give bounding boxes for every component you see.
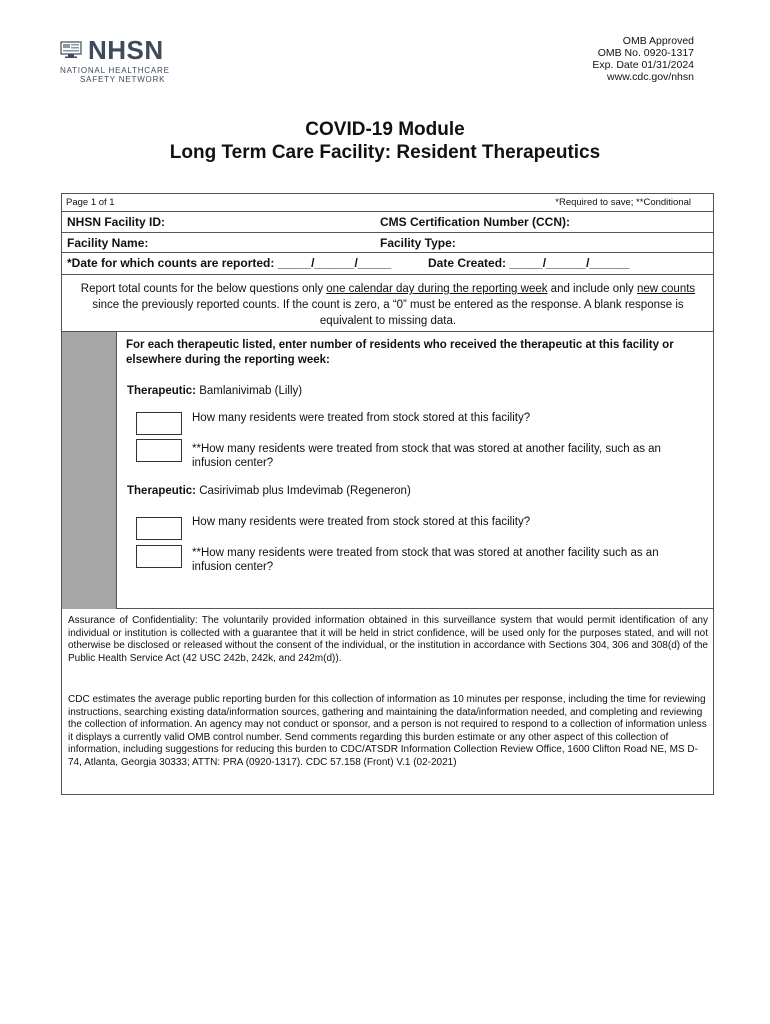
therapeutics-lead: For each therapeutic listed, enter number of residents who received the therapeutic at this facility or elsewhere during the reporting week:	[126, 339, 674, 366]
instructions-underline-2: new counts	[637, 283, 696, 295]
facility-name-row	[62, 233, 713, 253]
page-subtitle: Long Term Care Facility: Resident Therapeutics	[169, 142, 601, 163]
therapeutic-2-question-2: **How many residents were treated from stock that was stored at another facility such as an infusion center?	[192, 547, 659, 573]
form-table	[61, 193, 714, 795]
omb-number: OMB No. 0920-1317	[597, 47, 694, 59]
omb-info	[592, 35, 694, 83]
therapeutic-2-this-facility-input[interactable]	[136, 517, 182, 540]
instructions-row	[62, 275, 713, 332]
therapeutic-2-heading: Therapeutic: Casirivimab plus Imdevimab (Regeneron)	[127, 485, 411, 497]
facility-type-field[interactable]: Facility Type:	[380, 236, 456, 250]
instructions-underline-1: one calendar day during the reporting week	[326, 283, 548, 295]
facility-id-row	[62, 212, 713, 233]
date-row	[62, 253, 713, 275]
date-reported-field[interactable]: *Date for which counts are reported: _____/______/_____	[67, 256, 392, 270]
therapeutic-1-this-facility-input[interactable]	[136, 412, 182, 435]
therapeutic-2-name: Casirivimab plus Imdevimab (Regeneron)	[199, 485, 411, 497]
form-header-row	[62, 194, 713, 212]
therapeutic-1-question-2: **How many residents were treated from stock that was stored at another facility, such as an infusion center?	[192, 443, 661, 469]
computer-monitor-icon	[60, 41, 82, 59]
therapeutic-2-question-1: How many residents were treated from stock stored at this facility?	[192, 516, 531, 528]
therapeutic-1-question-1: How many residents were treated from stock stored at this facility?	[192, 412, 531, 424]
nhsn-logo	[58, 35, 198, 84]
burden-statement: CDC estimates the average public reporting burden for this collection of information as 10 minutes per response, including the time for reviewing instructions, searching existing data/information sources, gathering and maintaining the data/information needed, and completing and reviewing the collection of information. An agency may not conduct or sponsor, and a person is not required to respond to a collection of information unless it displays a currently valid OMB control number. Send comments regarding this burden estimate or any other aspect of this collection of information, including suggestions for reducing this burden to CDC/ATSDR Information Collection Review Office, 1600 Clifton Road NE, MS D-74, Atlanta, Georgia 30333; ATTN: PRA (0920-1317). CDC 57.158 (Front) V.1 (02-2021)	[68, 694, 707, 768]
facility-name-field[interactable]: Facility Name:	[67, 236, 149, 250]
logo-tagline-1: NATIONAL HEALTHCARE	[60, 66, 170, 75]
omb-approved: OMB Approved	[622, 35, 694, 47]
facility-id-field[interactable]: NHSN Facility ID:	[67, 215, 166, 229]
page-title: COVID-19 Module	[305, 119, 465, 140]
assurance-of-confidentiality: Assurance of Confidentiality: The voluntarily provided information obtained in this surveillance system that would permit identification of any individual or institution is collected with a guarantee that it will be held in strict confidence, will be used only for the purposes stated, and will not otherwise be disclosed or released without the consent of the individual, or the institution in accordance with Sections 304, 306 and 308(d) of the Public Health Service Act (42 USC 242b, 242k, and 242m(d)).	[68, 615, 708, 664]
required-note: *Required to save; **Conditional	[555, 197, 691, 208]
therapeutics-section	[117, 332, 713, 609]
therapeutic-1-heading: Therapeutic: Bamlanivimab (Lilly)	[127, 385, 303, 397]
omb-url[interactable]: www.cdc.gov/nhsn	[607, 71, 694, 83]
page-count: Page 1 of 1	[66, 197, 115, 208]
date-created-field[interactable]: Date Created: _____/______/______	[428, 256, 630, 270]
gray-sidebar-cell	[62, 332, 117, 609]
instructions-text: Report total counts for the below questions only one calendar day during the reporting week and include only new counts since the previously reported counts. If the count is zero, a “0” must be entered as the response. A blank response is equivalent to missing data.	[80, 283, 696, 327]
omb-exp-date: Exp. Date 01/31/2024	[592, 59, 694, 71]
therapeutic-1-other-facility-input[interactable]	[136, 439, 182, 462]
ccn-field[interactable]: CMS Certification Number (CCN):	[380, 215, 571, 229]
therapeutic-2-other-facility-input[interactable]	[136, 545, 182, 568]
logo-wordmark: NHSN	[88, 35, 164, 65]
therapeutic-1-name: Bamlanivimab (Lilly)	[199, 385, 303, 397]
logo-tagline-2: SAFETY NETWORK	[80, 75, 166, 84]
